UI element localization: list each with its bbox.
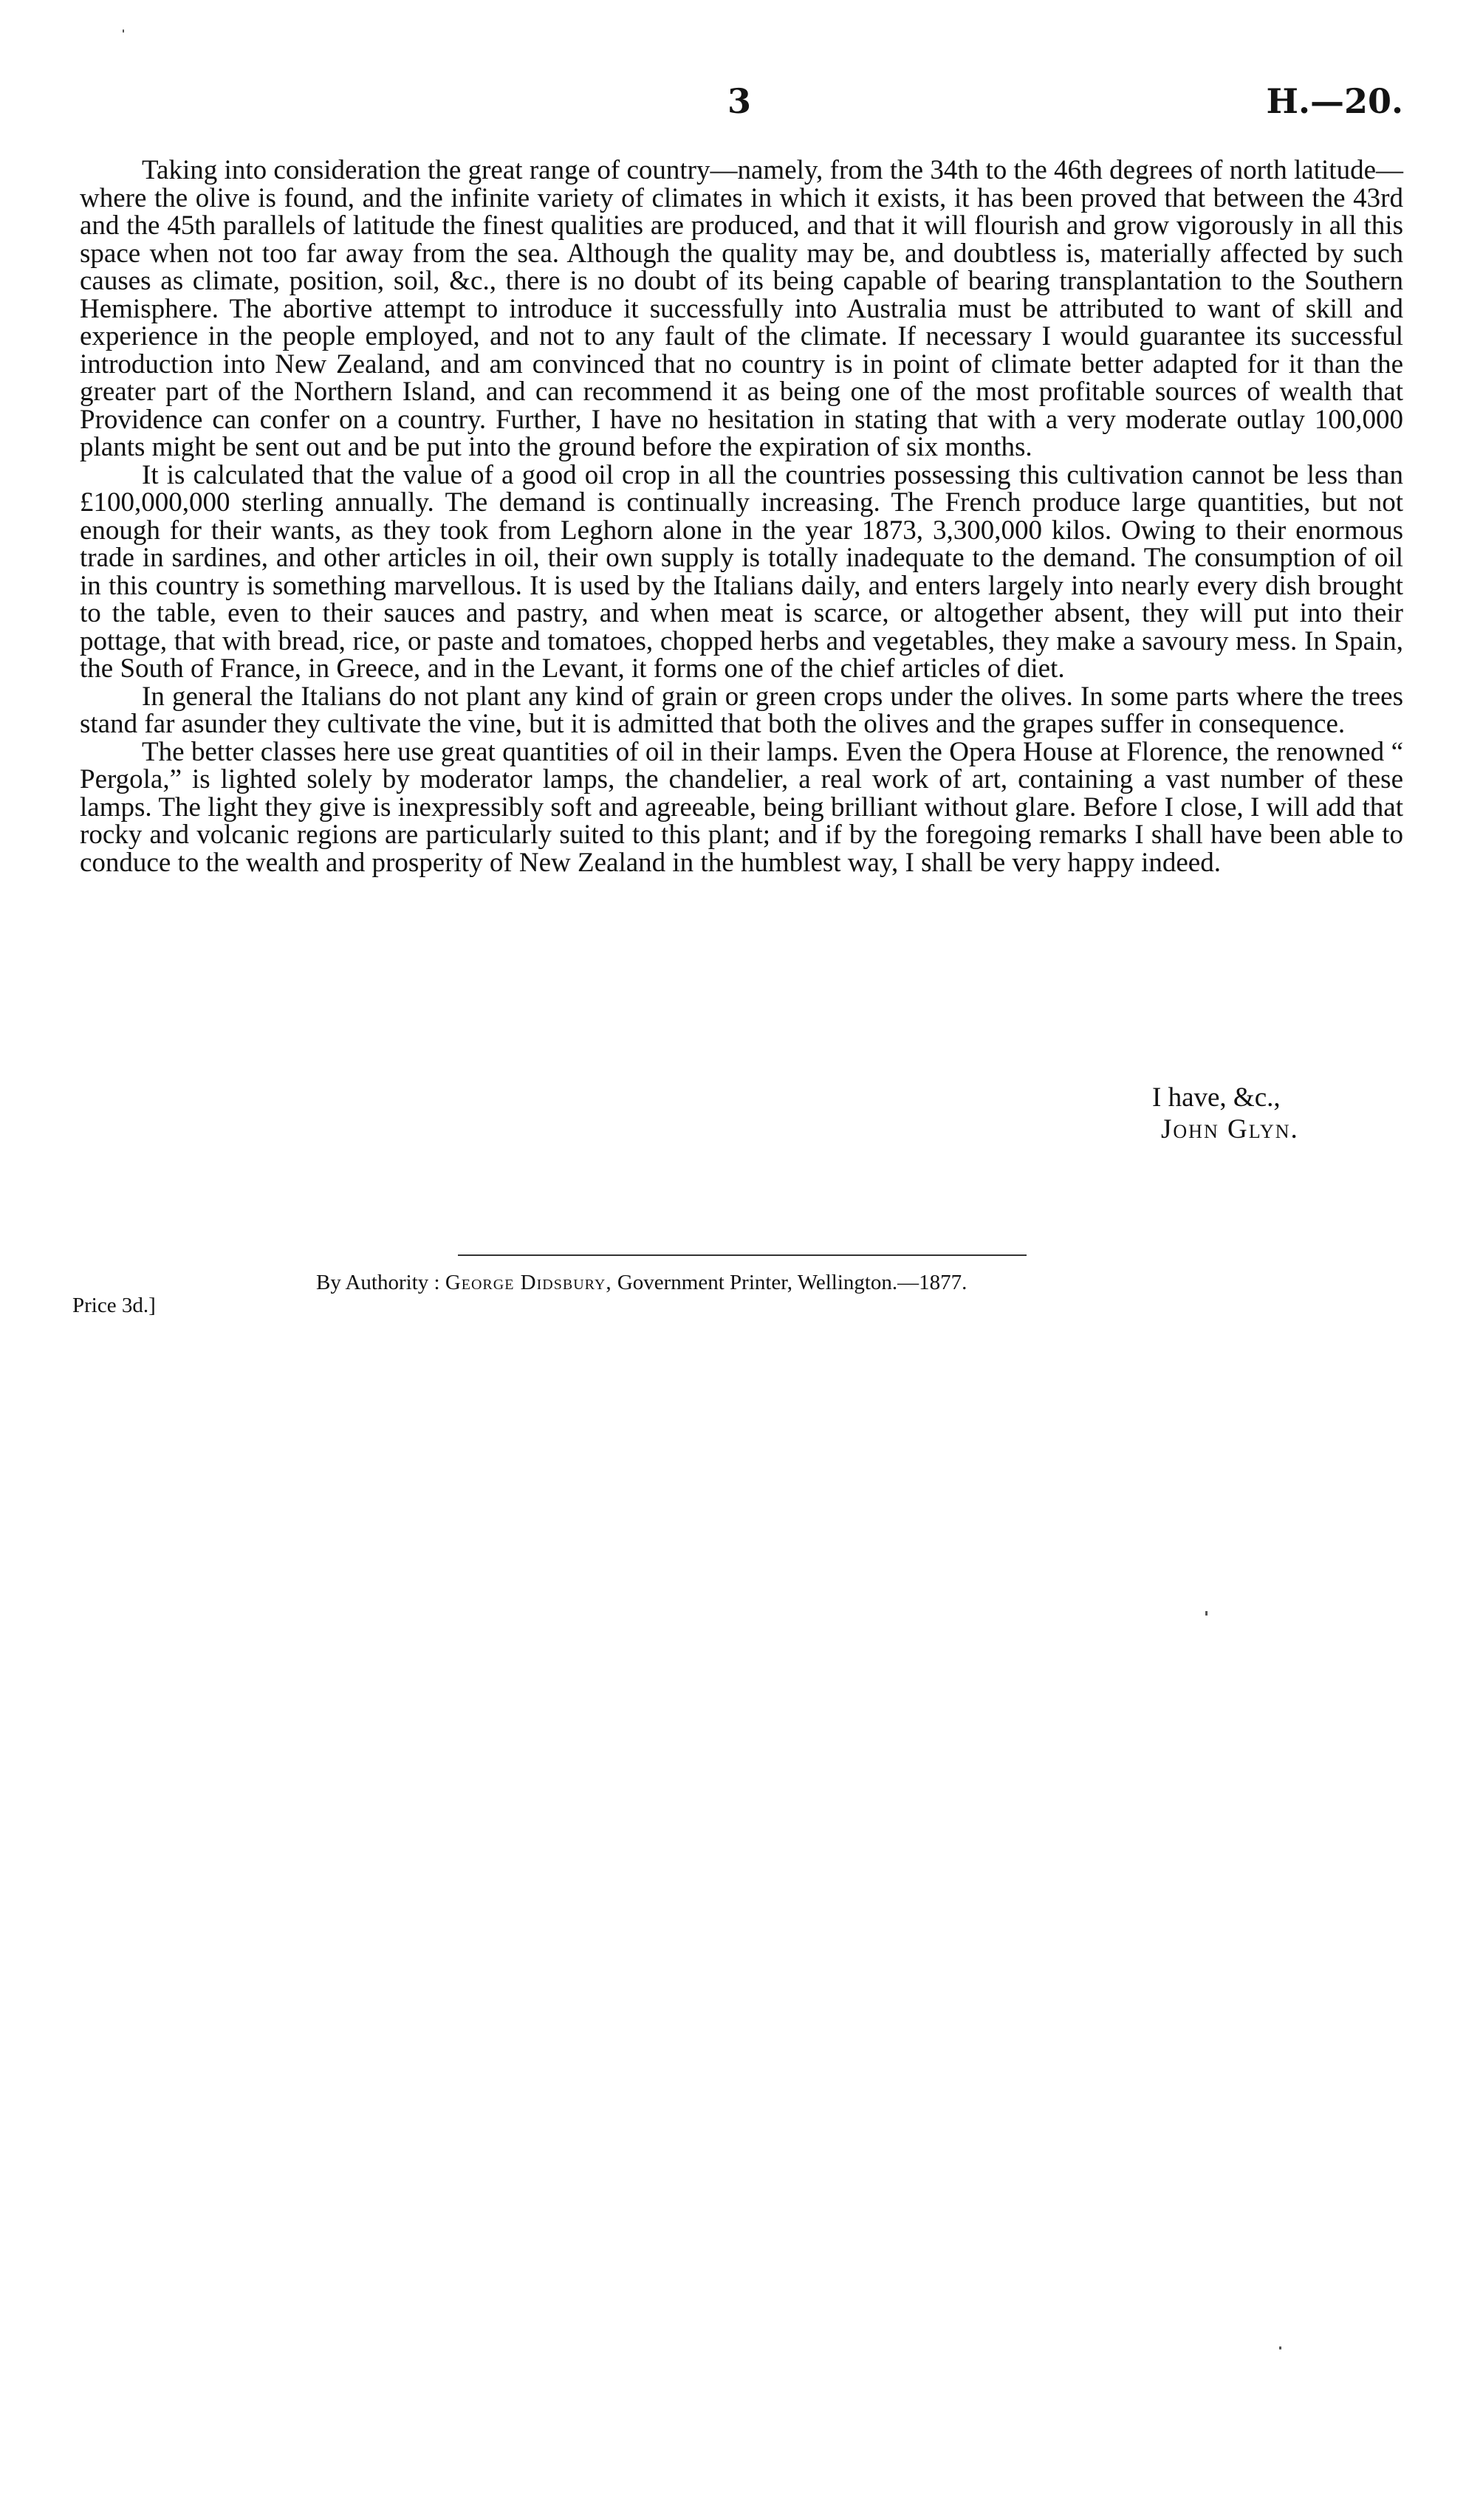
- paragraph-2: It is calculated that the value of a good oil crop in all the countries possessing this cultivation cannot be less than £100,000,000 sterling annually. The demand is continually increasing. The French produce large quantities, but not enough for their wants, as they took from Leghorn alone in the year 1873, 3,300,000 kilos. Owing to their enormous trade in sardines, and other articles in oil, their own supply is totally inadequate to the demand. The consumption of oil in this country is something marvellous. It is used by the Italians daily, and enters largely into nearly every dish brought to the table, even to their sauces and pastry, and when meat is scarce, or altogether absent, they will put into their pottage, that with bread, rice, or paste and tomatoes, chopped herbs and vegetables, they make a savoury mess. In Spain, the South of France, in Greece, and in the Levant, it forms one of the chief articles of diet.: [80, 459, 1403, 684]
- page-number: 3: [727, 81, 752, 121]
- document-reference: H.—20.: [1266, 81, 1403, 121]
- imprint-printer: George Didsbury,: [445, 1271, 612, 1294]
- scan-speck: [1205, 1611, 1208, 1616]
- paragraph-3: In general the Italians do not plant any kind of grain or green crops under the olives. In some parts where the trees stand far asunder they cultivate the vine, but it is admitted that both the olives and the grapes suffer in consequence.: [80, 681, 1403, 739]
- body-text: [80, 157, 1403, 876]
- closing-salutation: I have, &c.,: [1152, 1082, 1281, 1113]
- footer-rule: [458, 1254, 1027, 1256]
- paragraph-1: Taking into consideration the great range of country—namely, from the 34th to the 46th degrees of north latitude—where the olive is found, and the infinite variety of climates in which it exists, it has been proved that between the 43rd and the 45th parallels of latitude the finest qualities are produced, and that it will flourish and grow vigorously in all this space when not too far away from the sea. Although the quality may be, and doubtless is, materially affected by such causes as climate, position, soil, &c., there is no doubt of its being capable of bearing transplantation to the Southern Hemisphere. The abortive attempt to introduce it successfully into Australia must be attributed to want of skill and experience in the people employed, and not to any fault of the climate. If necessary I would guarantee its successful introduction into New Zealand, and am convinced that no country is in point of climate better adapted for it than the greater part of the Northern Island, and can recommend it as being one of the most profitable sources of wealth that Providence can confer on a country. Further, I have no hesitation in stating that with a very moderate outlay 100,000 plants might be sent out and be put into the ground before the expiration of six months.: [80, 155, 1403, 462]
- paragraph-4: The better classes here use great quantities of oil in their lamps. Even the Opera House at Florence, the renowned “ Pergola,” is lighted solely by moderator lamps, the chandelier, a real work of art, containing a vast number of these lamps. The light they give is inexpressibly soft and agreeable, being brilliant without glare. Before I close, I will add that rocky and volcanic regions are particularly suited to this plant; and if by the foregoing remarks I shall have been able to conduce to the wealth and prosperity of New Zealand in the humblest way, I shall be very happy indeed.: [80, 736, 1403, 878]
- scan-speck: [1279, 2346, 1281, 2349]
- imprint-prefix: By Authority :: [316, 1271, 440, 1294]
- printer-imprint: [316, 1271, 967, 1295]
- price-note: Price 3d.]: [72, 1294, 156, 1317]
- imprint-suffix: Government Printer, Wellington.—1877.: [617, 1271, 967, 1294]
- signature: John Glyn.: [1161, 1114, 1299, 1144]
- scan-speck: [123, 30, 124, 32]
